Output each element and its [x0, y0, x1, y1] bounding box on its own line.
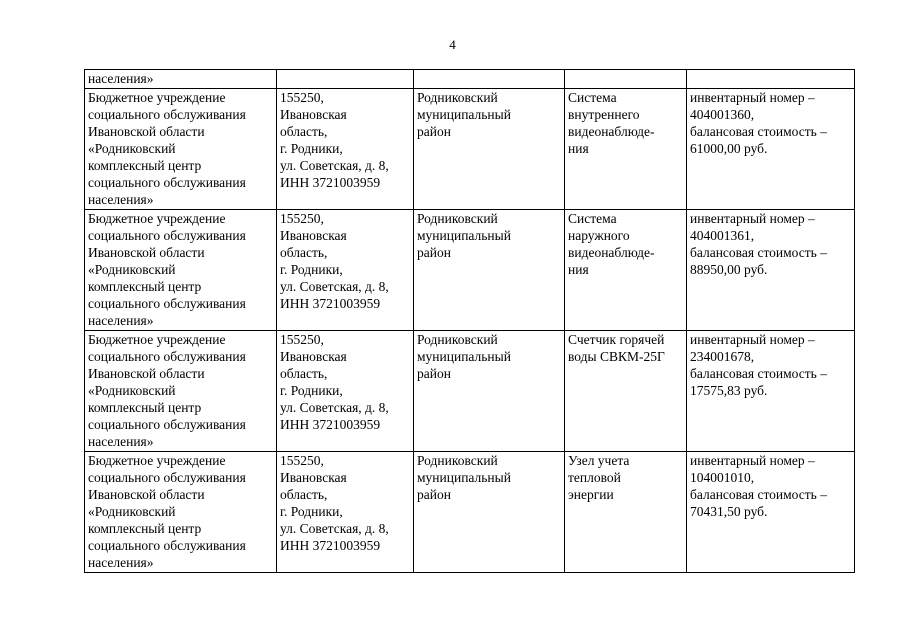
table-row	[85, 210, 855, 331]
property-table	[84, 69, 855, 573]
org-cell: Бюджетное учреждение социального обслуживания Ивановской области «Родниковский комплексный центр социального обслуживания населения»	[85, 89, 277, 210]
district-cell: Родниковский муниципальный район	[414, 452, 565, 573]
org-cell: Бюджетное учреждение социального обслуживания Ивановской области «Родниковский комплексный центр социального обслуживания населения»	[85, 452, 277, 573]
address-cell: 155250, Ивановская область, г. Родники, ул. Советская, д. 8, ИНН 3721003959	[277, 452, 414, 573]
details-cell: инвентарный номер – 404001360, балансовая стоимость – 61000,00 руб.	[687, 89, 855, 210]
page-number: 4	[449, 37, 456, 52]
district-cell: Родниковский муниципальный район	[414, 89, 565, 210]
district-cell	[414, 70, 565, 89]
address-cell: 155250, Ивановская область, г. Родники, ул. Советская, д. 8, ИНН 3721003959	[277, 331, 414, 452]
table-row	[85, 89, 855, 210]
details-cell: инвентарный номер – 234001678, балансовая стоимость – 17575,83 руб.	[687, 331, 855, 452]
address-cell	[277, 70, 414, 89]
item-cell: Узел учета тепловой энергии	[565, 452, 687, 573]
address-cell: 155250, Ивановская область, г. Родники, ул. Советская, д. 8, ИНН 3721003959	[277, 210, 414, 331]
details-cell: инвентарный номер – 404001361, балансовая стоимость – 88950,00 руб.	[687, 210, 855, 331]
item-cell: Счетчик горячей воды СВКМ-25Г	[565, 331, 687, 452]
org-cell: населения»	[85, 70, 277, 89]
table-row-continuation	[85, 70, 855, 89]
item-cell	[565, 70, 687, 89]
table-row	[85, 331, 855, 452]
district-cell: Родниковский муниципальный район	[414, 331, 565, 452]
details-cell	[687, 70, 855, 89]
org-cell: Бюджетное учреждение социального обслуживания Ивановской области «Родниковский комплексный центр социального обслуживания населения»	[85, 331, 277, 452]
table-row	[85, 452, 855, 573]
item-cell: Система внутреннего видеонаблюде- ния	[565, 89, 687, 210]
address-cell: 155250, Ивановская область, г. Родники, ул. Советская, д. 8, ИНН 3721003959	[277, 89, 414, 210]
item-cell: Система наружного видеонаблюде- ния	[565, 210, 687, 331]
org-cell: Бюджетное учреждение социального обслуживания Ивановской области «Родниковский комплексный центр социального обслуживания населения»	[85, 210, 277, 331]
details-cell: инвентарный номер – 104001010, балансовая стоимость – 70431,50 руб.	[687, 452, 855, 573]
district-cell: Родниковский муниципальный район	[414, 210, 565, 331]
